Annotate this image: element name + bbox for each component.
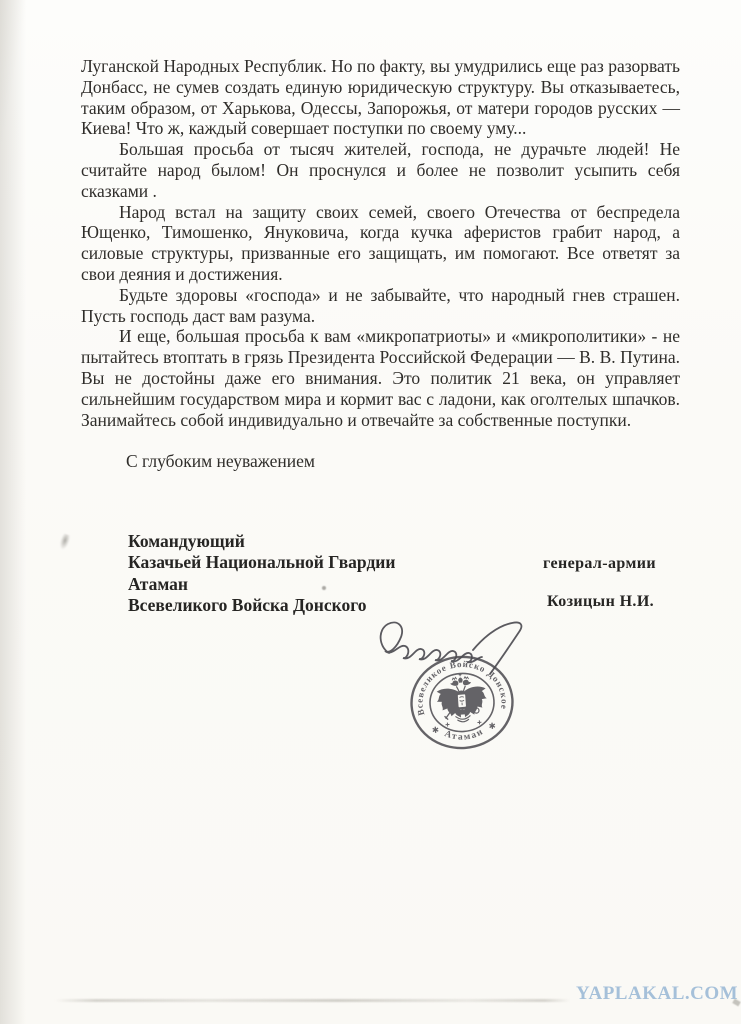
signer-title-line-4 xyxy=(128,595,680,616)
watermark-logo: YAPLAKAL.COM xyxy=(576,983,739,1004)
official-seal xyxy=(406,650,519,754)
body-paragraph-1: Луганской Народных Республик. Но по факту, вы умудрились еще раз разорвать Донбасс, не сумев создать единую юридическую структуру. Вы отказываетесь, таким образом, от Харькова, Одессы, Запорожья, от матери городов русских — Киева! Что ж, каждый совершает поступки по своему уму... xyxy=(81,56,680,139)
scan-shadow-line xyxy=(55,999,570,1002)
scan-speck xyxy=(322,586,326,590)
signer-name: Козицын Н.И. xyxy=(547,593,655,611)
body-paragraph-5: И еще, большая просьба к вам «микропатриоты» и «микрополитики» - не пытайтесь втоптать в грязь Президента Российской Федерации — В. В. Путина. Вы не достойны даже его внимания. Это политик 21 века, он управляет сильнейшим государством мира и кормит вас с ладони, как оголтелых шпачков. Занимайтесь собой индивидуально и отвечайте за собственные поступки. xyxy=(81,326,680,430)
signer-title-host: Всевеликого Войска Донского xyxy=(128,595,367,616)
ink-smudge xyxy=(58,533,72,551)
letter-body xyxy=(81,56,680,616)
signer-title-line-2 xyxy=(128,552,680,573)
signer-title-ataman: Атаман xyxy=(128,573,188,594)
body-paragraph-3: Народ встал на защиту своих семей, своего Отечества от беспредела Ющенко, Тимошенко, Януковича, когда кучка аферистов грабит народ, а силовые структуры, призванные его защищать, им помогают. Все ответят за свои деяния и достижения. xyxy=(81,201,680,284)
signer-rank: генерал-армии xyxy=(543,555,657,573)
scan-edge-shadow xyxy=(0,0,26,1024)
seal-star-right: ✱ xyxy=(488,721,497,733)
closing-line: С глубоким неуважением xyxy=(126,451,316,472)
signer-title-commander: Командующий xyxy=(128,531,245,552)
seal-bottom-text: Атаман xyxy=(442,726,486,743)
seal-top-text: Всевеликое Войско Донское xyxy=(414,658,510,717)
body-paragraph-2: Большая просьба от тысяч жителей, господа, не дурачьте людей! Не считайте народ былом! Он проснулся и более не позволит усыпить себя сказками . xyxy=(81,139,680,201)
signer-title-line-1 xyxy=(128,531,680,552)
seal-star-left: ✱ xyxy=(431,725,440,737)
signer-title-guard: Казачьей Национальной Гвардии xyxy=(128,552,396,573)
body-paragraph-4: Будьте здоровы «господа» и не забывайте, что народный гнев страшен. Пусть господь даст вам разума. xyxy=(81,284,680,326)
signature-block xyxy=(128,531,680,616)
